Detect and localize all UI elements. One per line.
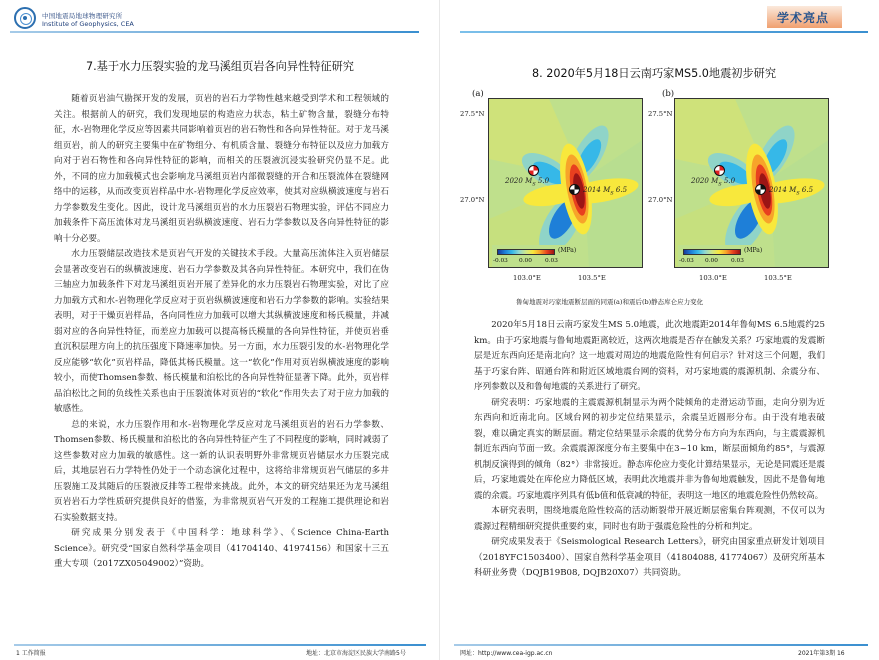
article-title: 8. 2020年5月18日云南巧家MS5.0地震初步研究 [532, 67, 777, 80]
panel-label: (b) [662, 89, 675, 99]
panel-label: (a) [472, 89, 484, 99]
lat-label: 27.5°N [648, 110, 673, 118]
colorbar-unit: (MPa) [558, 247, 577, 254]
lon-label: 103.0°E [699, 274, 727, 282]
article-body [474, 318, 825, 582]
footer-divider [454, 644, 868, 646]
paragraph: 2020年5月18日云南巧家发生MS 5.0地震，此次地震距2014年鲁甸MS 6.5地震约25 km。由于巧家地震与鲁甸地震距离较近，这两次地震是否存在触发关系？巧家地震的发震断层是近东西向还是南北向？这一地震对周边的地震危险性有何启示？针对这三个问题，我们基于巧家台阵、昭通台阵和附近区域地震台网的资料，对巧家地震的震源机制、余震分布、序列参数以及和鲁甸地震的关系进行了研究。 [474, 320, 825, 392]
lat-label: 27.5°N [460, 110, 485, 118]
colorbar-tick: 0.00 [519, 258, 532, 264]
coulomb-stress-figure [460, 86, 858, 296]
institute-name-cn: 中国地震局地球物理研究所 [42, 12, 123, 20]
event-2014-label: 2014 $M_S$ 6.5 [769, 186, 814, 197]
paragraph: 研究成果分别发表于《中国科学：地球科学》、《Science China-Earth Science》。研究受“国家自然科学基金项目（41704140、41974156）和国家十三五重大专项（2017ZX05049002）”资助。 [54, 528, 389, 569]
event-2020-label: 2020 $M_S$ 5.0 [691, 177, 736, 188]
paragraph: 本研究表明，围绕地震危险性较高的活动断裂带开展近断层密集台阵观测，不仅可以为震源过程精细研究提供重要约束，同时也有助于强震危险性的分析和判定。 [474, 506, 825, 532]
beachball-2014-icon [755, 184, 766, 195]
institute-logo-icon [14, 7, 36, 29]
beachball-2014-icon [569, 184, 580, 195]
colorbar-tick: 0.03 [545, 258, 558, 264]
lat-label: 27.0°N [648, 196, 673, 204]
figure-caption: 鲁甸地震对巧家地震断层面的同震(a)和震后(b)静态库仑应力变化 [516, 298, 704, 306]
lat-label: 27.0°N [460, 196, 485, 204]
footer-address: 地址：北京市海淀区民族大学南路5号 [306, 650, 406, 657]
event-2014-label: 2014 $M_S$ 6.5 [583, 186, 628, 197]
article-body [54, 92, 389, 573]
paragraph: 研究表明：巧家地震的主震震源机制显示为两个陡倾角的走滑运动节面，走向分别为近东西向和近南北向。区域台网的初步定位结果显示，余震呈近圆形分布。由于没有地表破裂，难以确定真实的断层面。精定位结果显示余震的优势分布方向为东西向，与主震震源机制近东西向节面一致。余震震源深度分布主要集中在3~10 km，断层面倾角约85°，与震源机制反演得到的倾角（82°）非常接近。静态库伦应力变化计算结果显示，无论是同震还是震后，巧家地震处在库伦应力降低区域，表明此次地震并非为鲁甸地震触发，因此不是鲁甸地震的余震。巧家地震序列具有低b值和低衰减的特征，表明这一地区的地震危险性仍然较高。 [474, 397, 825, 501]
lon-label: 103.5°E [764, 274, 792, 282]
footer-website: 网址：http://www.cea-igp.ac.cn [460, 650, 553, 657]
stress-map [674, 98, 829, 268]
page-number-right: 2021年第3期 16 [798, 650, 845, 657]
institute-name-en: Institute of Geophysics, CEA [42, 20, 134, 28]
colorbar [683, 249, 741, 255]
section-badge: 学术亮点 [767, 6, 842, 28]
paragraph: 水力压裂储层改造技术是页岩气开发的关键技术手段。大量高压流体注入页岩储层会显著改变岩石的纵横波速度、岩石力学参数及其各向异性特征。本研究中，我们在伪三轴应力加载条件下对龙马溪组页岩开展了差异化的水力压裂岩石物理实验，对比了应力加载方式和水-岩物理化学反应对于页岩纵横波速度和岩石力学参数的影响。实验结果表明，对于干燥页岩样品，各向同性应力加载可以增大其纵横波速度和杨氏模量，并减弱对应的各向异性特征，而差应力加载可以提高杨氏模量的各向异性特征，并使页岩垂直沉积层理方向上的抗压强度下降速率加快。另一方面，水力压裂引发的水-岩物理化学反应能够“软化”页岩样品，降低其杨氏模量。这一“软化”作用对页岩纵横波速度的影响较小，而使Thomsen参数、杨氏模量和泊松比的各向异性特征显著下降。此外，页岩样品泊松比之间的负线性关系也由于压裂流体对页岩的“软化”作用失去了对于应力加载的敏感性。 [54, 249, 389, 414]
stress-map [488, 98, 643, 268]
page-number-left: 1 工作简报 [16, 650, 46, 657]
footer-divider [14, 644, 426, 646]
colorbar-unit: (MPa) [744, 247, 763, 254]
colorbar-tick: 0.03 [731, 258, 744, 264]
lon-label: 103.0°E [513, 274, 541, 282]
paragraph: 总的来说，水力压裂作用和水-岩物理化学反应对龙马溪组页岩的岩石力学参数、Thomsen参数、杨氏模量和泊松比的各向异性特征产生了不同程度的影响，同时减弱了这些参数对应力加载的敏感性。这一新的认识表明野外非常规页岩储层水力压裂完成后，其地层岩石力学特性仍处于一个动态演化过程中，这将给非常规页岩气储层的多井压裂施工及其随后的压裂液反排等工程带来挑战。此外，本文的研究结果还为龙马溪组页岩岩石力学性质研究提供良好的借鉴，为非常规页岩气开发的工程施工提供理论和岩石实验数据支持。 [54, 419, 389, 523]
paragraph: 随着页岩油气勘探开发的发展，页岩的岩石力学物性越来越受到学术和工程领域的关注。根据前人的研究，我们发现地层的构造应力状态，粘土矿物含量，裂缝分布特征，水-岩物理化学反应等因素共同影响着页岩的岩石物性和各向异性特征。对于龙马溪组页岩，前人的研究主要集中在矿物组分、有机质含量、裂缝分布特征以及应力加载方向对于岩石物性和各向异性特征的影响，而相关的压裂液沉浸实验研究仍显不足。此外，不同的应力加载模式也会影响龙马溪组页岩内部微裂缝的开合和压裂流体在裂缝网络中的运移，从而改变页岩样品中水-岩物理化学反应效率，使其对应纵横波速度与岩石力学参数发生变化。因此，设计龙马溪组页岩的水力压裂岩石物理实验，评估不同应力加载条件下高压流体对龙马溪组页岩纵横波速度、岩石力学参数以及各向异性特征的影响十分必要。 [54, 94, 389, 244]
lon-label: 103.5°E [578, 274, 606, 282]
figure-panel-b [648, 86, 844, 292]
colorbar [497, 249, 555, 255]
colorbar-tick: 0.00 [705, 258, 718, 264]
header-divider [10, 31, 419, 33]
event-2020-label: 2020 $M_S$ 5.0 [505, 177, 550, 188]
colorbar-tick: -0.03 [679, 258, 694, 264]
article-title: 7.基于水力压裂实验的龙马溪组页岩各向异性特征研究 [86, 60, 354, 73]
beachball-2020-icon [528, 165, 539, 176]
paragraph: 研究成果发表于《Seismological Research Letters》，研究由国家重点研发计划项目（2018YFC1503400）、国家自然科学基金项目（41804088, 41774067）及研究所基本科研业务费（DQJB19B08, DQJB20X07）共同资助。 [474, 537, 825, 578]
right-page [440, 0, 879, 660]
left-page [0, 0, 439, 660]
beachball-2020-icon [714, 165, 725, 176]
header-divider [460, 31, 868, 33]
colorbar-tick: -0.03 [493, 258, 508, 264]
figure-panel-a [460, 86, 658, 292]
